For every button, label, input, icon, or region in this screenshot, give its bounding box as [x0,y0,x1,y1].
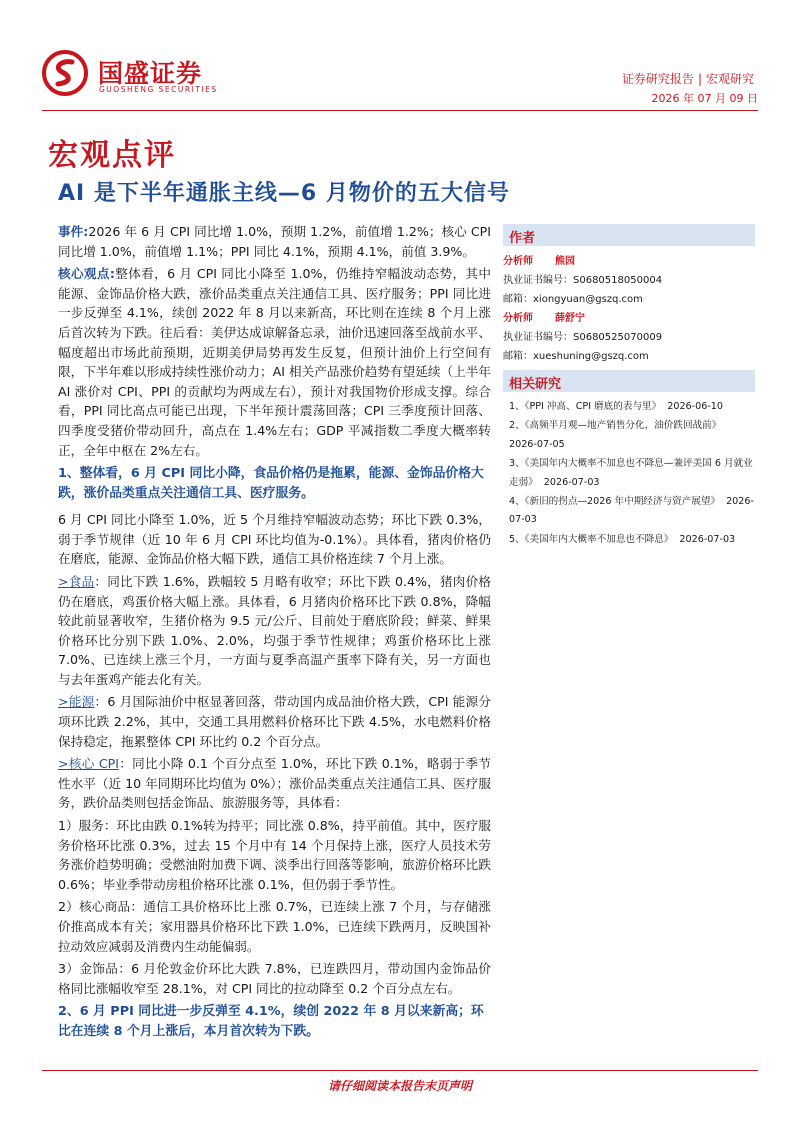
logo-mark-icon [42,50,88,96]
header-divider [42,110,758,111]
cert-label: 执业证书编号： [503,275,573,286]
analyst-name: 熊园 [555,256,575,267]
cert-label: 执业证书编号： [503,332,573,343]
core-view-label: 核心观点: [58,266,115,282]
report-category: 证券研究报告 [621,72,694,86]
analyst-name: 薛舒宁 [555,313,585,324]
report-type: 证券研究报告 | 宏观研究 [621,72,754,86]
gold-paragraph: 3）金饰品：6 月伦敦金价环比大跌 7.8%，已连跌四月，带动国内金饰品价格同比涨幅收窄至 28.1%，对 CPI 同比的拉动降至 0.2 个百分点左右。 [58,961,491,996]
main-body [58,222,491,1048]
email-address[interactable]: xueshuning@gszq.com [533,351,649,362]
related-item[interactable] [509,455,755,492]
energy-link[interactable]: >能源 [58,694,95,710]
energy-paragraph [58,692,491,751]
email-label: 邮箱： [503,294,533,305]
related-item-date: 2026-07-03 [679,533,736,545]
analyst-block [503,309,755,366]
cpi-overview-paragraph: 6 月 CPI 同比小降至 1.0%，近 5 个月维持窄幅波动态势；环比下跌 0.3%，弱于季节规律（近 10 年 6 月 CPI 环比均值为-0.1%）。具体看，猪肉价格仍在磨底，能源、金饰品价格大幅下跌，通信工具价格连续 7 个月上涨。 [58,512,491,567]
analyst-block [503,252,755,309]
related-research-heading: 相关研究 [503,370,755,392]
analyst-role: 分析师 [503,313,533,324]
report-date: 2026 年 07 月 09 日 [651,92,758,105]
related-item[interactable] [509,417,755,454]
related-item-date: 2026-06-10 [667,401,724,412]
core-cpi-text: ：同比小降 0.1 个百分点至 1.0%，环比下跌 0.1%，略弱于季节性水平（近 10 年同期环比均值为 0%）；涨价品类重点关注通信工具、医疗服务，跌价品类则包括金饰品、旅游服务等，具体看： [58,756,491,811]
core-goods-paragraph: 2）核心商品：通信工具价格环比上涨 0.7%，已连续上涨 7 个月，与存储涨价推高成本有关；家用器具价格环比下跌 1.0%，已连续下跌两月，反映国补拉动效应减弱及消费内生动能偏弱。 [58,899,491,954]
food-link[interactable]: >食品 [58,573,95,589]
energy-text: ：6 月国际油价中枢显著回落，带动国内成品油价格大跌，CPI 能源分项环比跌 2.2%，其中，交通工具用燃料价格环比下跌 4.5%，水电燃料价格保持稳定，拖累整体 CPI 环比约 0.2 个百分点。 [58,694,491,749]
related-item-title: 3、《美国年内大概率不加息也不降息—兼评美国 6 月就业走弱》 [509,458,753,488]
related-item[interactable] [509,398,755,416]
analyst-row [503,309,755,328]
analyst-email [503,347,755,366]
event-paragraph [58,222,491,261]
food-text: ：同比下跌 1.6%，跌幅较 5 月略有收窄；环比下跌 0.4%，猪肉价格仍在磨底，鸡蛋价格大幅上涨。具体看，6 月猪肉价格环比下跌 0.8%，降幅较此前显著收窄，生猪价格为 9.5 元/公斤、目前处于磨底阶段；鲜菜、鲜果价格环比分别下跌 1.0%、2.0%，均强于季节性规律；鸡蛋价格环比上涨 7.0%、已连续上涨三个月，一方面与夏季高温产蛋率下降有关，另一方面也与去年蛋鸡产能去化有关。 [58,573,492,687]
logo-english-name: GUOSHENG SECURITIES [99,85,218,94]
page-header [0,0,800,120]
related-item[interactable] [509,493,755,530]
event-text: 2026 年 6 月 CPI 同比增 1.0%，预期 1.2%，前值增 1.2%；核心 CPI 同比增 1.0%，前值增 1.1%；PPI 同比 4.1%，预期 4.1%，前值 3.9%。 [58,224,491,259]
related-item-date: 2026-07-05 [509,438,565,450]
related-research-list [503,398,755,549]
page-title: AI 是下半年通胀主线—6 月物价的五大信号 [58,181,510,206]
analyst-role: 分析师 [503,256,533,267]
section-heading-1: 1、整体看，6 月 CPI 同比小降，食品价格仍是拖累，能源、金饰品价格大跌，涨价品类重点关注通信工具、医疗服务。 [58,466,484,502]
service-paragraph: 1）服务：环比由跌 0.1%转为持平；同比涨 0.8%，持平前值。其中，医疗服务价格环比涨 0.3%，过去 15 个月中有 14 个月保持上涨，医疗人员技术劳务涨价趋势明确；受燃油附加费下调、淡季出行回落等影响，旅游价格环比跌 0.6%；毕业季带动房租价格环比涨 0.1%，但仍弱于季节性。 [58,818,491,892]
food-paragraph [58,572,491,690]
event-label: 事件: [58,224,89,239]
core-view-text: 整体看，6 月 CPI 同比小降至 1.0%，仍维持窄幅波动态势，其中能源、金饰品价格大跌，涨价品类重点关注通信工具、医疗服务；PPI 同比进一步反弹至 4.1%，续创 2022 年 8 月以来新高，环比则在连续 8 个月上涨后首次转为下跌。往后看：美伊达成谅解备忘录，油价迅速回落至战前水平、幅度超出市场此前预期，近期美伊局势再发生反复，但预计油价上行空间有限，下半年难以形成持续性涨价动力；AI 相关产品涨价趋势有望延续（上半年 AI 涨价对 CPI、PPI 的贡献均为两成左右），预计对我国物价形成支撑。综合看，PPI 同比高点可能已出现，下半年预计震荡回落；CPI 三季度预计回落、四季度受猪价带动回升，高点在 1.4%左右；GDP 平减指数二季度大概率转正，全年中枢在 2%左右。 [58,266,491,458]
analyst-email [503,290,755,309]
core-cpi-link[interactable]: >核心 CPI [58,756,119,772]
sidebar [503,224,755,550]
email-address[interactable]: xiongyuan@gszq.com [533,294,643,305]
report-subcategory: 宏观研究 [705,72,754,86]
related-item-title: 4、《新旧的拐点—2026 年中期经济与资产展望》 [509,496,721,508]
related-item[interactable] [509,531,755,549]
email-label: 邮箱： [503,351,533,362]
cert-number: S0680525070009 [573,332,663,343]
related-item-title: 2、《高频半月观—地产销售分化，油价跌回战前》 [509,420,722,432]
section-tag: 宏观点评 [48,138,176,173]
footer-divider [42,1070,758,1071]
analyst-cert [503,271,755,290]
analyst-cert [503,328,755,347]
related-item-title: 5、《美国年内大概率不加息也不降息》 [509,533,674,545]
logo-name: 国盛证券 [98,59,203,88]
company-logo [42,50,222,96]
related-item-date: 2026-07-03 [543,476,600,488]
core-view-paragraph [58,264,491,460]
authors-heading: 作者 [503,224,755,246]
related-item-date: 2026-07-03 [509,496,754,526]
section-heading-2: 2、6 月 PPI 同比进一步反弹至 4.1%，续创 2022 年 8 月以来新高；环比在连续 8 个月上涨后，本月首次转为下跌。 [58,1004,484,1040]
analyst-row [503,252,755,271]
related-item-title: 1、《PPI 冲高、CPI 磨底的表与里》 [509,401,662,412]
core-cpi-paragraph [58,754,491,813]
cert-number: S0680518050004 [573,275,663,286]
footer-disclaimer: 请仔细阅读本报告末页声明 [327,1079,472,1093]
